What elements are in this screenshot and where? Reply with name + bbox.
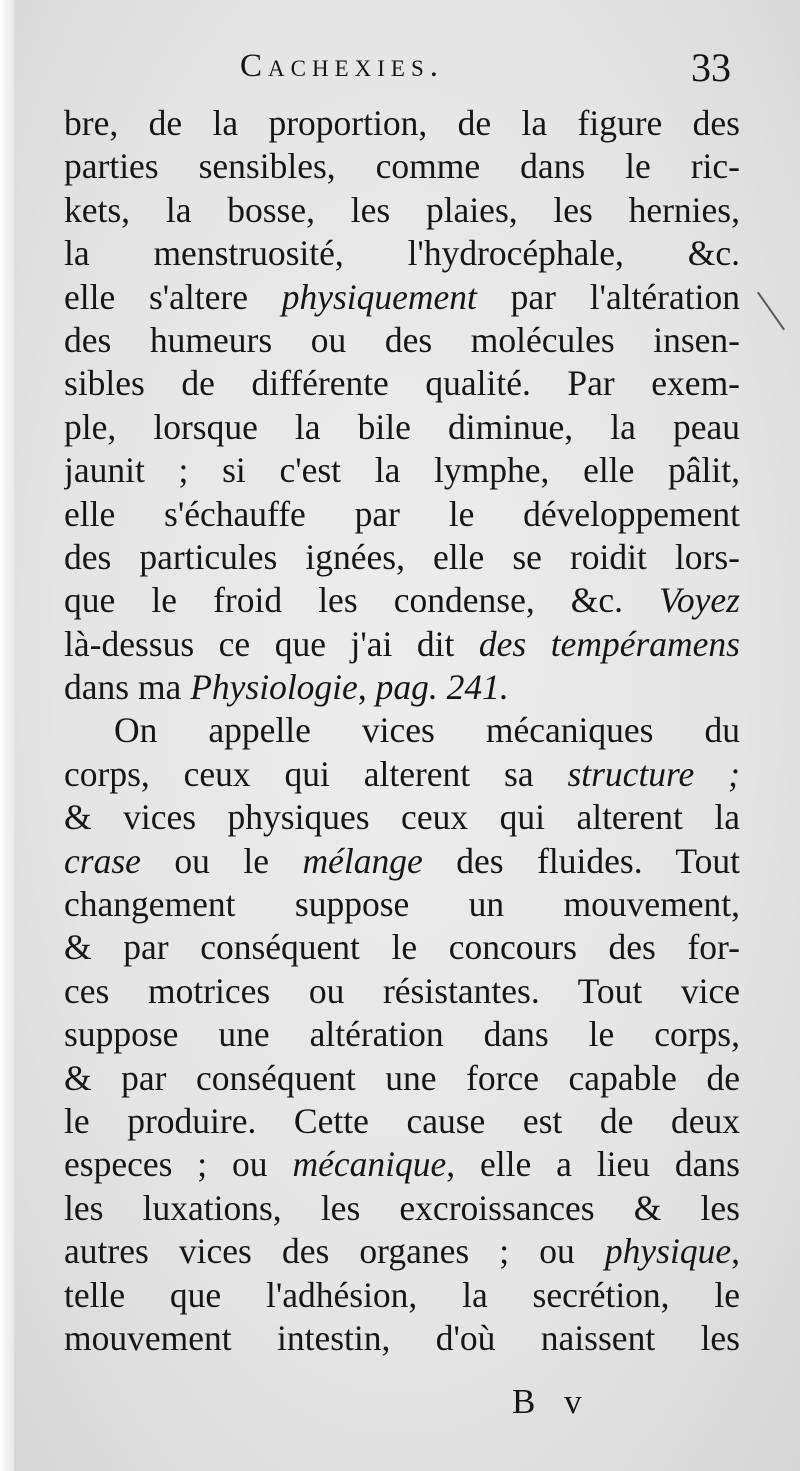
text-segment: par l'altération	[476, 276, 740, 317]
text-line	[64, 1317, 740, 1360]
page-gutter-shadow	[0, 0, 14, 1471]
text-segment: bre, de la proportion, de la figure des	[64, 103, 740, 143]
italic-text: physiquement	[281, 276, 477, 317]
text-segment: , elle a lieu dans	[446, 1144, 740, 1185]
text-segment: elle s'échauffe par le développement	[64, 493, 740, 534]
text-segment: mouvement intestin, d'où naissent les	[64, 1317, 740, 1358]
text-segment: ,	[731, 1231, 740, 1272]
text-line	[64, 145, 740, 188]
text-line	[64, 493, 740, 536]
text-segment: là-dessus ce que j'ai dit	[64, 623, 479, 664]
text-line	[64, 1230, 740, 1273]
text-segment: sibles de différente qualité. Par exem-	[64, 363, 740, 404]
text-line	[64, 276, 740, 319]
page-number: 33	[691, 45, 731, 90]
text-line	[64, 406, 740, 449]
italic-text: physique	[604, 1231, 732, 1272]
text-line	[64, 970, 740, 1013]
body-text	[64, 102, 740, 1360]
italic-text: crase	[64, 840, 141, 881]
text-line	[64, 623, 740, 666]
text-segment: jaunit ; si c'est la lymphe, elle pâlit,	[64, 450, 740, 491]
text-line	[64, 449, 740, 492]
text-segment: des humeurs ou des molécules insen-	[64, 319, 740, 360]
text-segment: & par conséquent le concours des for-	[64, 927, 740, 968]
italic-text: structure ;	[567, 753, 740, 794]
text-segment: des fluides. Tout	[422, 840, 740, 881]
text-line	[64, 1143, 740, 1186]
text-line	[64, 926, 740, 969]
text-segment: changement suppose un mouvement,	[64, 884, 740, 925]
text-line	[64, 362, 740, 405]
text-segment: corps, ceux qui alterent sa	[64, 753, 568, 794]
text-line	[64, 1187, 740, 1230]
text-line	[64, 883, 740, 926]
text-line	[64, 1274, 740, 1317]
text-segment: suppose une altération dans le corps,	[64, 1014, 740, 1055]
text-segment: telle que l'adhésion, la secrétion, le	[64, 1274, 740, 1315]
text-line	[64, 1100, 740, 1143]
text-segment: & par conséquent une force capable de	[64, 1057, 740, 1098]
text-segment: le produire. Cette cause est de deux	[64, 1100, 740, 1141]
text-segment: ple, lorsque la bile diminue, la peau	[64, 406, 740, 447]
stray-ink-mark	[757, 292, 785, 331]
italic-text: pag. 241.	[375, 667, 509, 708]
text-segment: les luxations, les excroissances & les	[64, 1187, 740, 1228]
text-segment: que le froid les condense, &c.	[64, 580, 660, 621]
text-segment: la menstruosité, l'hydrocéphale, &c.	[64, 233, 740, 274]
text-segment: ou le	[140, 840, 303, 881]
text-segment: ,	[357, 667, 376, 708]
text-segment: On appelle vices mécaniques du	[114, 710, 740, 751]
text-segment: dans ma	[64, 667, 191, 708]
text-line	[64, 840, 740, 883]
text-line	[64, 1013, 740, 1056]
text-line	[64, 232, 740, 275]
italic-text: des tempéramens	[478, 623, 740, 664]
text-segment: & vices physiques ceux qui alterent la	[64, 797, 740, 838]
italic-text: mécanique	[292, 1144, 447, 1185]
text-line	[64, 189, 740, 232]
italic-text: mélange	[302, 840, 423, 881]
text-line	[64, 1057, 740, 1100]
text-line	[64, 666, 740, 709]
text-segment: especes ; ou	[64, 1144, 293, 1185]
text-line	[64, 579, 740, 622]
text-segment: elle s'altere	[64, 276, 282, 317]
text-segment: des particules ignées, elle se roidit lors-	[64, 536, 740, 577]
text-segment: ces motrices ou résistantes. Tout vice	[64, 970, 740, 1011]
italic-text: Physiologie	[190, 667, 358, 708]
running-title: Cachexies.	[240, 48, 444, 84]
text-segment: parties sensibles, comme dans le ric-	[64, 146, 740, 187]
signature-mark: B v	[512, 1382, 592, 1421]
text-segment: kets, la bosse, les plaies, les hernies,	[64, 189, 740, 230]
text-line	[64, 709, 740, 752]
text-line	[64, 319, 740, 362]
text-line	[64, 753, 740, 796]
text-line	[64, 102, 740, 145]
text-segment: autres vices des organes ; ou	[64, 1231, 605, 1272]
italic-text: Voyez	[659, 580, 740, 621]
page-header	[68, 44, 733, 100]
text-line	[64, 796, 740, 839]
text-line	[64, 536, 740, 579]
